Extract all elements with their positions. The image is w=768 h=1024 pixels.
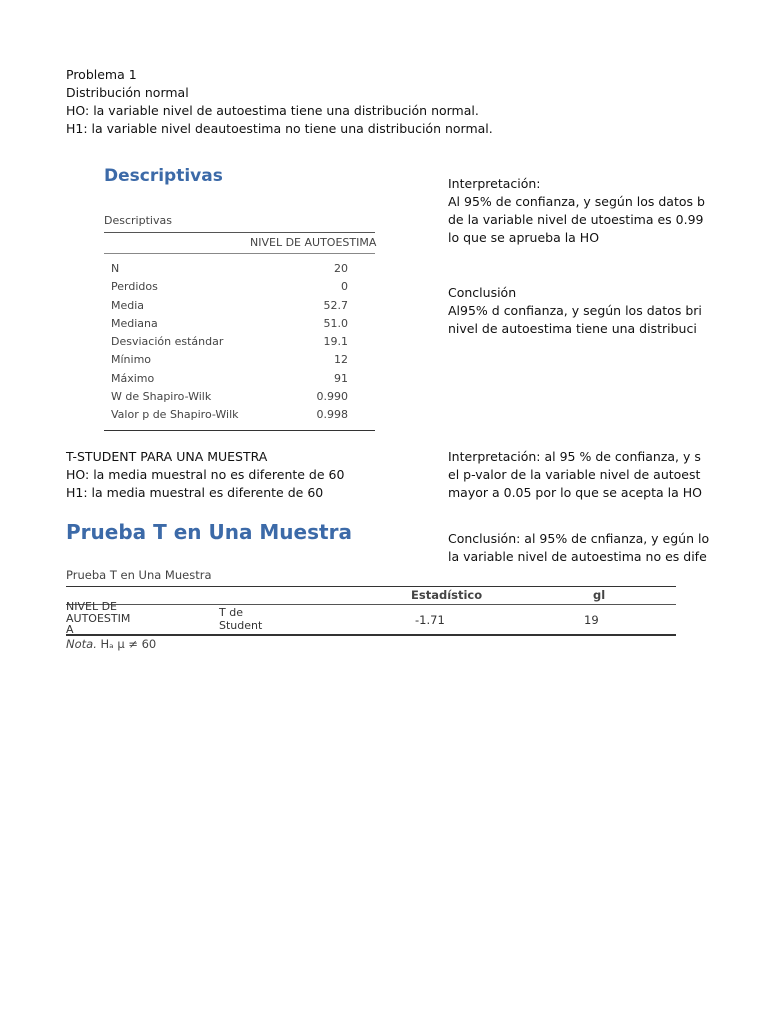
- text-line: mayor a 0.05 por lo que se acepta la HO: [448, 485, 702, 500]
- table-row: [111, 335, 348, 353]
- variable-line: NIVEL DE: [66, 600, 117, 613]
- table-row: [111, 372, 348, 390]
- table-rule: [104, 232, 375, 233]
- text-line: Al 95% de confianza, y según los datos b: [448, 194, 705, 209]
- text-line: de la variable nivel de utoestima es 0.99: [448, 212, 704, 227]
- table-row: [111, 317, 348, 335]
- conclusion-1-block: [448, 284, 702, 338]
- text-line: lo que se aprueba la HO: [448, 230, 600, 245]
- text-line: Conclusión: [448, 285, 517, 300]
- text-line: la variable nivel de autoestima no es dife: [448, 549, 707, 564]
- table-row: [111, 390, 348, 408]
- row-label: Mínimo: [111, 353, 152, 367]
- test-line: T de: [219, 606, 243, 619]
- text-line: nivel de autoestima tiene una distribuci: [448, 321, 697, 336]
- column-header-estadistico: Estadístico: [411, 588, 483, 602]
- row-value: 12: [334, 353, 348, 367]
- table-row: [111, 353, 348, 371]
- row-value: 0.998: [316, 408, 348, 422]
- intro-line: Problema 1: [66, 67, 137, 82]
- value-gl: 19: [584, 613, 599, 627]
- text-line: Interpretación: al 95 % de confianza, y s: [448, 449, 701, 464]
- variable-line: AUTOESTIM: [66, 611, 131, 625]
- row-label: W de Shapiro-Wilk: [111, 390, 212, 404]
- intro-line: Distribución normal: [66, 85, 189, 100]
- text-line: Interpretación:: [448, 176, 541, 191]
- row-test-label: [219, 607, 262, 632]
- text-line: T-STUDENT PARA UNA MUESTRA: [66, 449, 268, 464]
- row-value: 0: [341, 280, 348, 294]
- interpretacion-1-block: [448, 175, 705, 247]
- row-value: 0.990: [316, 390, 348, 404]
- tstudent-block: [66, 448, 344, 502]
- table-rule: [66, 604, 676, 605]
- prueba-t-caption: Prueba T en Una Muestra: [66, 568, 212, 582]
- row-label: Mediana: [111, 316, 158, 330]
- descriptivas-heading: Descriptivas: [104, 166, 223, 186]
- row-value: 20: [334, 262, 348, 275]
- descriptivas-column-header: NIVEL DE AUTOESTIMA: [250, 236, 377, 249]
- table-row: [111, 299, 348, 317]
- conclusion-2-block: [448, 530, 710, 566]
- text-line: HO: la media muestral no es diferente de 60: [66, 467, 345, 482]
- note-text: Hₐ μ ≠ 60: [100, 637, 157, 651]
- row-label: Valor p de Shapiro-Wilk: [111, 408, 239, 422]
- text-line: el p-valor de la variable nivel de autoest: [448, 467, 701, 482]
- text-line: Al95% d confianza, y según los datos bri: [448, 303, 702, 318]
- table-rule: [66, 634, 676, 636]
- note-label: Nota.: [66, 637, 97, 651]
- intro-line: H1: la variable nivel deautoestima no tiene una distribución normal.: [66, 121, 493, 136]
- table-note: [66, 637, 156, 651]
- table-row: [111, 408, 348, 426]
- row-value: 19.1: [323, 335, 348, 349]
- row-label: Perdidos: [111, 280, 158, 294]
- column-header-gl: gl: [593, 588, 606, 602]
- row-label: N: [111, 262, 120, 275]
- row-variable-label: [66, 601, 130, 636]
- row-label: Máximo: [111, 371, 155, 385]
- row-label: Desviación estándar: [111, 335, 224, 349]
- descriptivas-table: [111, 262, 348, 427]
- intro-line: HO: la variable nivel de autoestima tiene una distribución normal.: [66, 103, 479, 118]
- row-value: 52.7: [323, 298, 348, 312]
- value-estadistico: -1.71: [415, 613, 445, 627]
- table-rule: [104, 253, 375, 254]
- test-line: Student: [219, 618, 263, 632]
- table-rule: [104, 430, 375, 431]
- table-row: [111, 280, 348, 298]
- text-line: H1: la media muestral es diferente de 60: [66, 485, 324, 500]
- table-rule: [66, 586, 676, 587]
- row-value: 91: [334, 371, 348, 385]
- interpretacion-2-block: [448, 448, 702, 502]
- text-line: Conclusión: al 95% de cnfianza, y egún lo: [448, 531, 710, 546]
- prueba-t-heading: Prueba T en Una Muestra: [66, 520, 352, 544]
- row-label: Media: [111, 298, 145, 312]
- table-row: [111, 262, 348, 280]
- descriptivas-caption: Descriptivas: [104, 214, 172, 227]
- row-value: 51.0: [323, 316, 348, 330]
- variable-line: A: [66, 623, 74, 636]
- intro-block: [66, 66, 493, 138]
